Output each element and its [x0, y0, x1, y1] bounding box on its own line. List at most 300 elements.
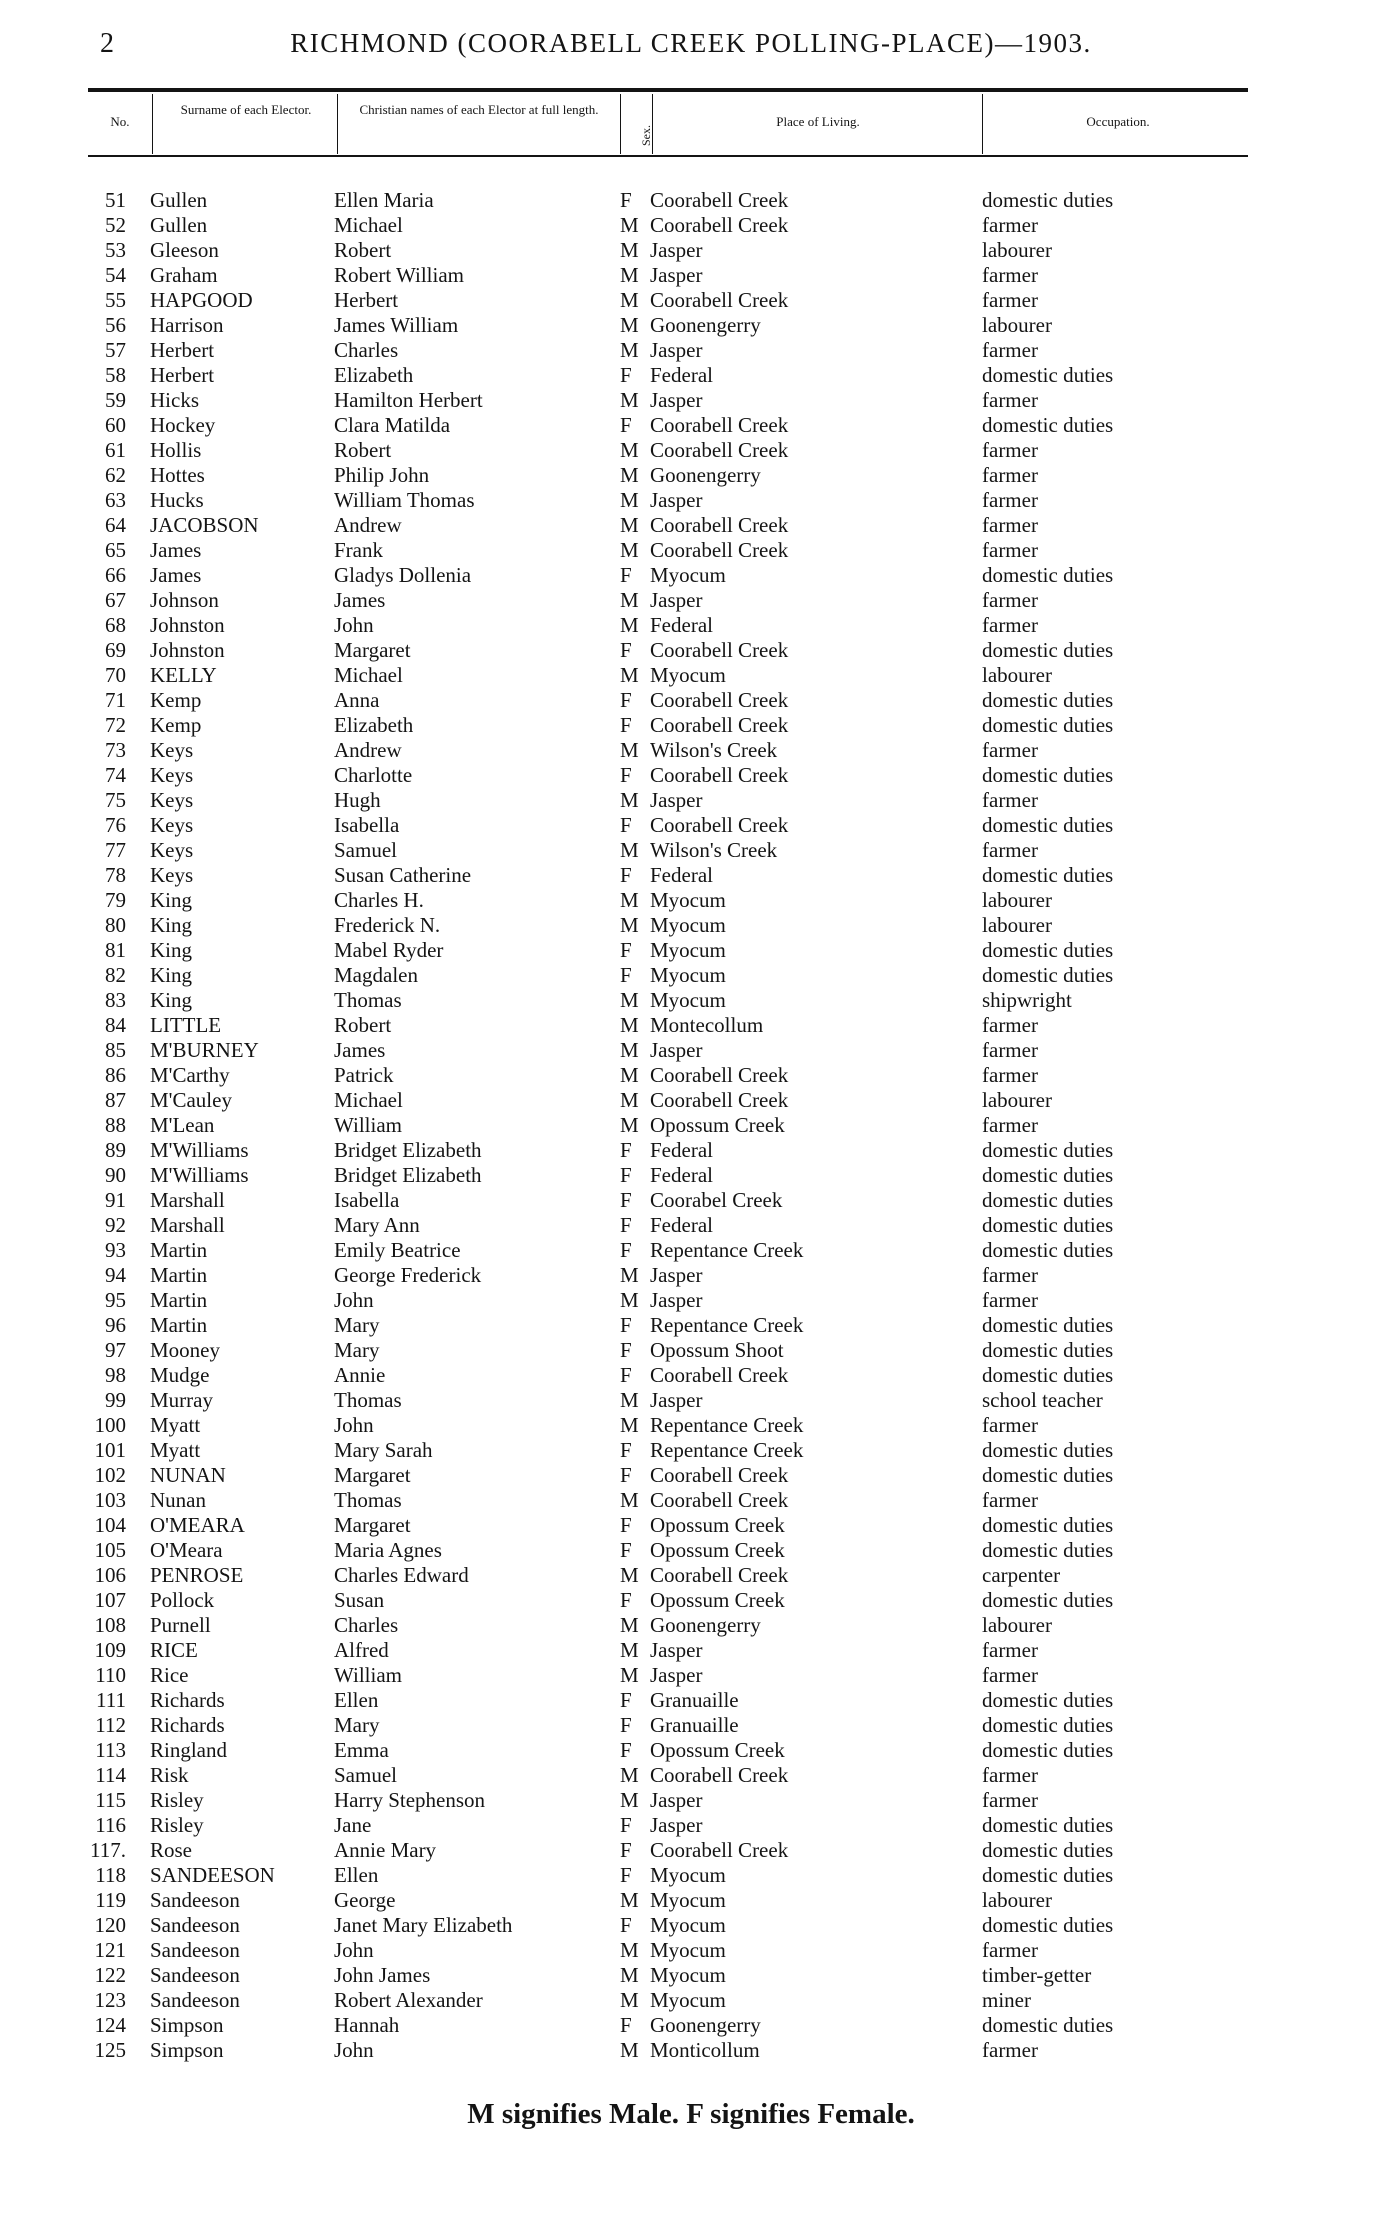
elector-place-of-living: Myocum	[650, 1988, 726, 2012]
table-row	[0, 1813, 1382, 1838]
table-row	[0, 2038, 1382, 2063]
elector-place-of-living: Jasper	[650, 1788, 703, 1812]
elector-place-of-living: Myocum	[650, 1913, 726, 1937]
elector-sex: F	[620, 813, 632, 837]
elector-occupation: domestic duties	[982, 963, 1114, 987]
elector-christian-names: Janet Mary Elizabeth	[334, 1913, 513, 1937]
elector-sex: M	[620, 1113, 639, 1137]
elector-occupation: carpenter	[982, 1563, 1061, 1587]
elector-number: 86	[105, 1063, 126, 1087]
elector-number: 96	[105, 1313, 126, 1337]
elector-occupation: farmer	[982, 1638, 1038, 1662]
elector-christian-names: Thomas	[334, 988, 402, 1012]
elector-place-of-living: Coorabell Creek	[650, 1063, 789, 1087]
elector-sex: M	[620, 538, 639, 562]
elector-occupation: domestic duties	[982, 1138, 1114, 1162]
elector-number: 71	[105, 688, 126, 712]
elector-number: 108	[94, 1613, 126, 1637]
elector-place-of-living: Coorabell Creek	[650, 763, 789, 787]
elector-place-of-living: Jasper	[650, 1638, 703, 1662]
table-row	[0, 1438, 1382, 1463]
elector-number: 64	[105, 513, 126, 537]
elector-sex: F	[620, 1138, 632, 1162]
elector-place-of-living: Opossum Creek	[650, 1738, 785, 1762]
elector-place-of-living: Jasper	[650, 1663, 703, 1687]
elector-christian-names: John	[334, 613, 374, 637]
elector-occupation: farmer	[982, 1113, 1038, 1137]
elector-place-of-living: Coorabell Creek	[650, 538, 789, 562]
elector-place-of-living: Wilson's Creek	[650, 838, 778, 862]
elector-sex: M	[620, 1088, 639, 1112]
elector-number: 74	[105, 763, 126, 787]
elector-place-of-living: Federal	[650, 1213, 713, 1237]
table-row	[0, 838, 1382, 863]
elector-sex: F	[620, 1863, 632, 1887]
elector-occupation: farmer	[982, 288, 1038, 312]
elector-christian-names: Andrew	[334, 513, 402, 537]
elector-number: 105	[94, 1538, 126, 1562]
elector-occupation: domestic duties	[982, 1913, 1114, 1937]
elector-christian-names: Mabel Ryder	[334, 938, 444, 962]
elector-occupation: farmer	[982, 1288, 1038, 1312]
table-row	[0, 1063, 1382, 1088]
elector-place-of-living: Coorabell Creek	[650, 1563, 789, 1587]
elector-sex: F	[620, 1238, 632, 1262]
elector-sex: F	[620, 1813, 632, 1837]
elector-occupation: domestic duties	[982, 1838, 1114, 1862]
elector-surname: Richards	[150, 1713, 225, 1737]
elector-sex: F	[620, 1838, 632, 1862]
elector-number: 58	[105, 363, 126, 387]
elector-surname: Johnson	[150, 588, 219, 612]
table-row	[0, 588, 1382, 613]
elector-surname: Purnell	[150, 1613, 211, 1637]
elector-sex: M	[620, 513, 639, 537]
elector-occupation: farmer	[982, 488, 1038, 512]
elector-number: 80	[105, 913, 126, 937]
elector-number: 67	[105, 588, 126, 612]
elector-number: 69	[105, 638, 126, 662]
table-row	[0, 263, 1382, 288]
elector-surname: Nunan	[150, 1488, 206, 1512]
elector-occupation: farmer	[982, 1413, 1038, 1437]
elector-sex: F	[620, 1538, 632, 1562]
elector-number: 102	[94, 1463, 126, 1487]
table-row	[0, 388, 1382, 413]
table-row	[0, 763, 1382, 788]
elector-place-of-living: Coorabell Creek	[650, 813, 789, 837]
elector-sex: F	[620, 363, 632, 387]
table-row	[0, 663, 1382, 688]
elector-surname: James	[150, 563, 202, 587]
elector-christian-names: Hugh	[334, 788, 381, 812]
table-row	[0, 238, 1382, 263]
elector-number: 99	[105, 1388, 126, 1412]
elector-christian-names: Elizabeth	[334, 363, 414, 387]
table-row	[0, 213, 1382, 238]
elector-number: 60	[105, 413, 126, 437]
elector-christian-names: Emma	[334, 1738, 389, 1762]
elector-place-of-living: Federal	[650, 1163, 713, 1187]
elector-occupation: labourer	[982, 238, 1052, 262]
elector-surname: Gleeson	[150, 238, 219, 262]
elector-place-of-living: Federal	[650, 613, 713, 637]
elector-sex: M	[620, 1613, 639, 1637]
table-row	[0, 1863, 1382, 1888]
elector-sex: M	[620, 1063, 639, 1087]
elector-surname: Sandeeson	[150, 1988, 240, 2012]
table-row	[0, 1913, 1382, 1938]
elector-number: 95	[105, 1288, 126, 1312]
elector-place-of-living: Myocum	[650, 1938, 726, 1962]
elector-occupation: farmer	[982, 263, 1038, 287]
table-row	[0, 1238, 1382, 1263]
table-row	[0, 1163, 1382, 1188]
elector-christian-names: Robert	[334, 238, 392, 262]
elector-number: 111	[96, 1688, 126, 1712]
elector-occupation: labourer	[982, 1088, 1052, 1112]
header-rule-bottom	[88, 155, 1248, 157]
elector-number: 62	[105, 463, 126, 487]
elector-surname: Myatt	[150, 1413, 201, 1437]
table-row	[0, 1838, 1382, 1863]
elector-place-of-living: Granuaille	[650, 1688, 739, 1712]
elector-place-of-living: Myocum	[650, 1888, 726, 1912]
table-row	[0, 1738, 1382, 1763]
elector-number: 84	[105, 1013, 126, 1037]
elector-sex: F	[620, 688, 632, 712]
elector-place-of-living: Repentance Creek	[650, 1438, 804, 1462]
elector-occupation: farmer	[982, 338, 1038, 362]
elector-place-of-living: Granuaille	[650, 1713, 739, 1737]
elector-place-of-living: Jasper	[650, 488, 703, 512]
elector-christian-names: Andrew	[334, 738, 402, 762]
elector-surname: King	[150, 963, 192, 987]
table-row	[0, 1613, 1382, 1638]
elector-number: 55	[105, 288, 126, 312]
elector-christian-names: William	[334, 1113, 402, 1137]
elector-christian-names: Annie	[334, 1363, 386, 1387]
elector-sex: F	[620, 188, 632, 212]
elector-number: 100	[94, 1413, 126, 1437]
elector-surname: Keys	[150, 838, 194, 862]
elector-surname: O'MEARA	[150, 1513, 245, 1537]
elector-number: 114	[95, 1763, 126, 1787]
elector-place-of-living: Myocum	[650, 1863, 726, 1887]
elector-number: 125	[94, 2038, 126, 2062]
column-header-occupation: Occupation.	[1086, 114, 1150, 129]
table-row	[0, 638, 1382, 663]
elector-place-of-living: Coorabell Creek	[650, 188, 789, 212]
elector-sex: F	[620, 938, 632, 962]
elector-number: 112	[95, 1713, 126, 1737]
elector-surname: Hicks	[150, 388, 199, 412]
elector-christian-names: Clara Matilda	[334, 413, 451, 437]
elector-occupation: farmer	[982, 538, 1038, 562]
elector-occupation: farmer	[982, 738, 1038, 762]
elector-occupation: school teacher	[982, 1388, 1103, 1412]
elector-place-of-living: Coorabell Creek	[650, 1763, 789, 1787]
elector-occupation: labourer	[982, 1613, 1052, 1637]
elector-sex: F	[620, 713, 632, 737]
elector-surname: Pollock	[150, 1588, 215, 1612]
elector-surname: Hockey	[150, 413, 216, 437]
elector-christian-names: Robert	[334, 1013, 392, 1037]
elector-surname: Keys	[150, 763, 194, 787]
elector-number: 103	[94, 1488, 126, 1512]
elector-sex: M	[620, 663, 639, 687]
elector-christian-names: Charles Edward	[334, 1563, 469, 1587]
elector-place-of-living: Goonengerry	[650, 2013, 761, 2037]
elector-surname: M'Williams	[150, 1138, 249, 1162]
elector-surname: Sandeeson	[150, 1913, 240, 1937]
elector-number: 65	[105, 538, 126, 562]
elector-christian-names: Robert Alexander	[334, 1988, 483, 2012]
elector-surname: Gullen	[150, 188, 208, 212]
elector-occupation: domestic duties	[982, 363, 1114, 387]
table-row	[0, 1113, 1382, 1138]
elector-sex: M	[620, 438, 639, 462]
table-row	[0, 2013, 1382, 2038]
elector-number: 104	[94, 1513, 126, 1537]
elector-number: 113	[95, 1738, 126, 1762]
elector-occupation: farmer	[982, 838, 1038, 862]
table-row	[0, 738, 1382, 763]
elector-number: 106	[94, 1563, 126, 1587]
elector-sex: F	[620, 1213, 632, 1237]
elector-number: 122	[94, 1963, 126, 1987]
elector-christian-names: John	[334, 1288, 374, 1312]
elector-occupation: labourer	[982, 1888, 1052, 1912]
elector-occupation: domestic duties	[982, 1688, 1114, 1712]
elector-christian-names: Magdalen	[334, 963, 418, 987]
elector-sex: F	[620, 1913, 632, 1937]
table-row	[0, 413, 1382, 438]
elector-number: 54	[105, 263, 126, 287]
elector-surname: LITTLE	[150, 1013, 222, 1037]
elector-place-of-living: Coorabell Creek	[650, 288, 789, 312]
elector-christian-names: Mary Sarah	[334, 1438, 433, 1462]
elector-place-of-living: Jasper	[650, 1263, 703, 1287]
elector-christian-names: Charles H.	[334, 888, 424, 912]
elector-occupation: domestic duties	[982, 1863, 1114, 1887]
elector-place-of-living: Coorabell Creek	[650, 438, 789, 462]
table-row	[0, 1763, 1382, 1788]
elector-surname: King	[150, 988, 192, 1012]
elector-christian-names: George	[334, 1888, 396, 1912]
elector-surname: Rice	[150, 1663, 189, 1687]
elector-occupation: farmer	[982, 388, 1038, 412]
elector-place-of-living: Coorabell Creek	[650, 1088, 789, 1112]
elector-sex: F	[620, 1513, 632, 1537]
elector-surname: KELLY	[150, 663, 217, 687]
elector-sex: F	[620, 1463, 632, 1487]
elector-place-of-living: Opossum Creek	[650, 1538, 785, 1562]
elector-surname: Richards	[150, 1688, 225, 1712]
elector-number: 56	[105, 313, 126, 337]
elector-sex: M	[620, 1788, 639, 1812]
elector-occupation: farmer	[982, 1763, 1038, 1787]
column-header-place: Place of Living.	[776, 114, 860, 129]
elector-christian-names: Alfred	[334, 1638, 389, 1662]
elector-sex: F	[620, 1313, 632, 1337]
elector-christian-names: John James	[334, 1963, 431, 1987]
elector-surname: HAPGOOD	[150, 288, 253, 312]
table-row	[0, 1688, 1382, 1713]
elector-occupation: farmer	[982, 1038, 1038, 1062]
elector-christian-names: Robert	[334, 438, 392, 462]
elector-occupation: domestic duties	[982, 1188, 1114, 1212]
table-row	[0, 1288, 1382, 1313]
elector-surname: Keys	[150, 738, 194, 762]
elector-occupation: domestic duties	[982, 863, 1114, 887]
elector-surname: Graham	[150, 263, 218, 287]
elector-number: 118	[95, 1863, 126, 1887]
elector-occupation: domestic duties	[982, 1163, 1114, 1187]
elector-christian-names: Margaret	[334, 1513, 411, 1537]
elector-occupation: domestic duties	[982, 938, 1114, 962]
elector-surname: King	[150, 938, 192, 962]
elector-sex: M	[620, 1888, 639, 1912]
elector-occupation: farmer	[982, 1663, 1038, 1687]
elector-place-of-living: Goonengerry	[650, 1613, 761, 1637]
elector-occupation: domestic duties	[982, 1338, 1114, 1362]
column-header-christian: Christian names of each Elector at full length.	[359, 102, 599, 117]
table-row	[0, 188, 1382, 213]
elector-occupation: farmer	[982, 2038, 1038, 2062]
table-row	[0, 1963, 1382, 1988]
elector-christian-names: Robert William	[334, 263, 464, 287]
table-row	[0, 1988, 1382, 2013]
elector-sex: F	[620, 563, 632, 587]
elector-place-of-living: Goonengerry	[650, 313, 761, 337]
elector-sex: M	[620, 1963, 639, 1987]
elector-surname: PENROSE	[150, 1563, 244, 1587]
elector-christian-names: Bridget Elizabeth	[334, 1163, 482, 1187]
elector-number: 101	[94, 1438, 126, 1462]
elector-surname: Herbert	[150, 363, 215, 387]
elector-christian-names: Philip John	[334, 463, 430, 487]
elector-occupation: farmer	[982, 1013, 1038, 1037]
table-row	[0, 313, 1382, 338]
elector-christian-names: Susan	[334, 1588, 385, 1612]
table-row	[0, 688, 1382, 713]
elector-occupation: farmer	[982, 463, 1038, 487]
elector-surname: Marshall	[150, 1188, 225, 1212]
elector-surname: Simpson	[150, 2013, 224, 2037]
elector-number: 97	[105, 1338, 126, 1362]
elector-place-of-living: Opossum Creek	[650, 1513, 785, 1537]
table-row	[0, 1038, 1382, 1063]
elector-sex: F	[620, 1713, 632, 1737]
elector-number: 92	[105, 1213, 126, 1237]
elector-place-of-living: Federal	[650, 863, 713, 887]
elector-place-of-living: Coorabell Creek	[650, 413, 789, 437]
elector-christian-names: John	[334, 1413, 374, 1437]
elector-christian-names: Ellen	[334, 1688, 379, 1712]
table-row	[0, 813, 1382, 838]
table-row	[0, 963, 1382, 988]
elector-number: 124	[94, 2013, 126, 2037]
elector-place-of-living: Opossum Shoot	[650, 1338, 784, 1362]
table-row	[0, 363, 1382, 388]
elector-sex: M	[620, 613, 639, 637]
elector-place-of-living: Repentance Creek	[650, 1413, 804, 1437]
elector-sex: M	[620, 1563, 639, 1587]
elector-christian-names: Samuel	[334, 838, 397, 862]
elector-sex: F	[620, 1438, 632, 1462]
table-row	[0, 1888, 1382, 1913]
elector-place-of-living: Myocum	[650, 663, 726, 687]
elector-place-of-living: Myocum	[650, 988, 726, 1012]
elector-surname: Hollis	[150, 438, 202, 462]
elector-surname: Sandeeson	[150, 1888, 240, 1912]
elector-place-of-living: Coorabell Creek	[650, 1363, 789, 1387]
elector-christian-names: William Thomas	[334, 488, 475, 512]
elector-surname: Martin	[150, 1238, 208, 1262]
elector-occupation: domestic duties	[982, 763, 1114, 787]
elector-occupation: farmer	[982, 1263, 1038, 1287]
elector-surname: Johnston	[150, 613, 225, 637]
elector-place-of-living: Jasper	[650, 388, 703, 412]
elector-place-of-living: Coorabell Creek	[650, 513, 789, 537]
elector-occupation: domestic duties	[982, 1538, 1114, 1562]
elector-sex: M	[620, 313, 639, 337]
elector-occupation: domestic duties	[982, 1463, 1114, 1487]
elector-place-of-living: Myocum	[650, 963, 726, 987]
elector-number: 116	[95, 1813, 126, 1837]
elector-sex: M	[620, 1413, 639, 1437]
elector-place-of-living: Coorabell Creek	[650, 688, 789, 712]
page-number: 2	[100, 28, 114, 59]
elector-christian-names: Maria Agnes	[334, 1538, 442, 1562]
elector-number: 120	[94, 1913, 126, 1937]
table-row	[0, 463, 1382, 488]
elector-sex: M	[620, 338, 639, 362]
elector-christian-names: Michael	[334, 1088, 403, 1112]
elector-surname: M'BURNEY	[150, 1038, 259, 1062]
page-title: RICHMOND (COORABELL CREEK POLLING-PLACE)—1903.	[290, 28, 1092, 58]
elector-surname: Rose	[150, 1838, 192, 1862]
elector-number: 68	[105, 613, 126, 637]
table-row	[0, 1513, 1382, 1538]
elector-christian-names: Thomas	[334, 1488, 402, 1512]
elector-sex: F	[620, 1163, 632, 1187]
elector-occupation: domestic duties	[982, 563, 1114, 587]
elector-place-of-living: Myocum	[650, 938, 726, 962]
table-row	[0, 1463, 1382, 1488]
elector-surname: RICE	[150, 1638, 198, 1662]
elector-christian-names: Bridget Elizabeth	[334, 1138, 482, 1162]
elector-surname: Risley	[150, 1788, 204, 1812]
elector-christian-names: Michael	[334, 213, 403, 237]
elector-sex: M	[620, 588, 639, 612]
elector-occupation: domestic duties	[982, 1588, 1114, 1612]
elector-sex: M	[620, 1288, 639, 1312]
elector-surname: Herbert	[150, 338, 215, 362]
elector-christian-names: Elizabeth	[334, 713, 414, 737]
elector-number: 59	[105, 388, 126, 412]
elector-surname: Johnston	[150, 638, 225, 662]
table-row	[0, 1138, 1382, 1163]
elector-number: 61	[105, 438, 126, 462]
elector-christian-names: Hamilton Herbert	[334, 388, 483, 412]
elector-number: 63	[105, 488, 126, 512]
elector-sex: M	[620, 1638, 639, 1662]
elector-number: 73	[105, 738, 126, 762]
elector-place-of-living: Opossum Creek	[650, 1113, 785, 1137]
elector-surname: SANDEESON	[150, 1863, 275, 1887]
